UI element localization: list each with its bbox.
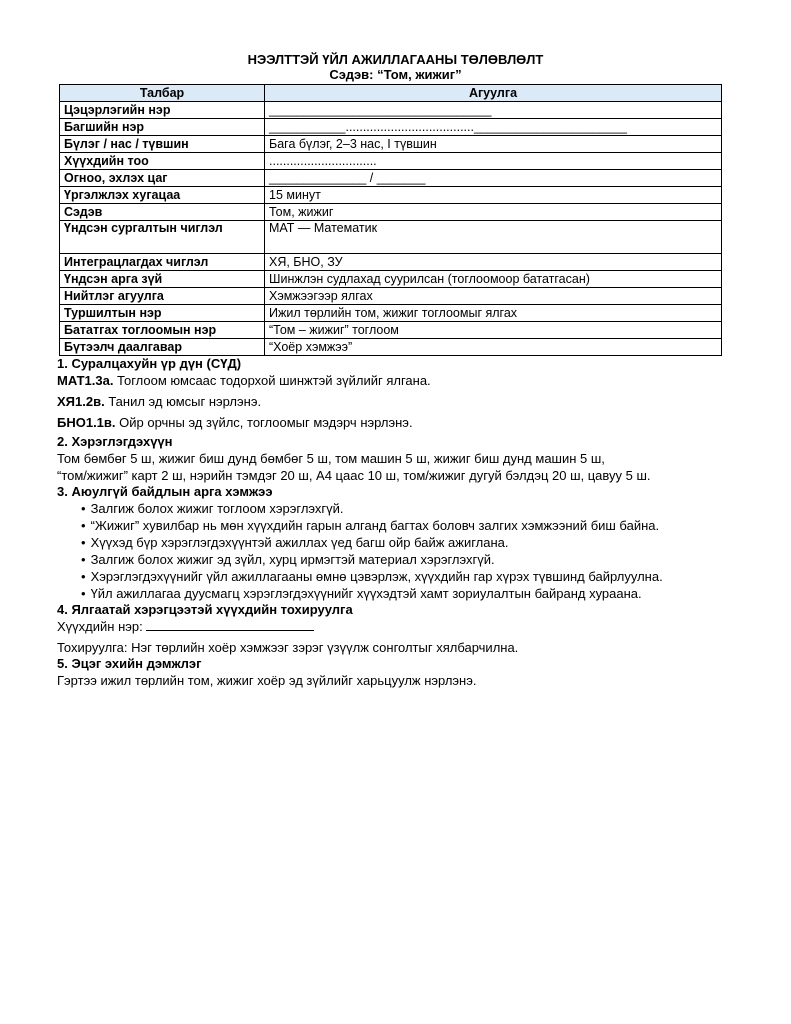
table-row (60, 288, 722, 305)
table-row (60, 119, 722, 136)
table-row (60, 204, 722, 221)
row-label: Бататгах тоглоомын нэр (60, 322, 265, 339)
row-label: Үргэлжлэх хугацаа (60, 187, 265, 204)
row-value: “Хоёр хэмжээ” (265, 339, 722, 356)
outcome-text: Тоглоом юмсаас тодорхой шинжтэй зүйлийг ялгана. (113, 373, 431, 388)
section-1-heading: 1. Суралцахуйн үр дүн (СҮД) (57, 356, 242, 371)
row-label: Хүүхдийн тоо (60, 153, 265, 170)
row-value: Бага бүлэг, 2–3 нас, I түвшин (265, 136, 722, 153)
row-value: ХЯ, БНО, ЗУ (265, 254, 722, 271)
row-label: Үндсэн сургалтын чиглэл (60, 221, 265, 254)
section-5-heading: 5. Эцэг эхийн дэмжлэг (57, 656, 202, 671)
plan-table (59, 84, 722, 356)
list-item: • Залгиж болох жижиг эд зүйл, хурц ирмэгтэй материал хэрэглэхгүй. (81, 551, 734, 568)
table-row (60, 339, 722, 356)
row-value: Хэмжээгээр ялгах (265, 288, 722, 305)
list-item: • Хүүхэд бүр хэрэглэгдэхүүнтэй ажиллах үед багш ойр байж ажиглана. (81, 534, 734, 551)
child-name-line (57, 618, 734, 635)
child-name-blank (146, 618, 314, 631)
row-label: Бүтээлч даалгавар (60, 339, 265, 356)
table-row (60, 187, 722, 204)
row-label: Сэдэв (60, 204, 265, 221)
row-label: Нийтлэг агуулга (60, 288, 265, 305)
row-value: ________________________________ (265, 102, 722, 119)
list-item: • Залгиж болох жижиг тоглоом хэрэглэхгүй. (81, 500, 734, 517)
outcome-item (57, 393, 734, 410)
outcome-item (57, 414, 734, 431)
row-value: Шинжлэн судлахад суурилсан (тоглоомоор бататгасан) (265, 271, 722, 288)
table-row (60, 136, 722, 153)
row-value: “Том – жижиг” тоглоом (265, 322, 722, 339)
row-label: Интеграцлагдах чиглэл (60, 254, 265, 271)
list-item: • Үйл ажиллагаа дуусмагц хэрэглэгдэхүүнийг хүүхэдтэй хамт зориулалтын байранд хураана. (81, 585, 734, 602)
table-row (60, 271, 722, 288)
outcome-item (57, 372, 734, 389)
materials-line: “том/жижиг” карт 2 ш, нэрийн тэмдэг 20 ш, А4 цаас 10 ш, том/жижиг дугуй бэлдэц 20 ш, цавуу 5 ш. (57, 468, 651, 483)
row-label: Туршилтын нэр (60, 305, 265, 322)
row-value: Том, жижиг (265, 204, 722, 221)
table-row (60, 102, 722, 119)
section-2-heading: 2. Хэрэглэгдэхүүн (57, 434, 173, 449)
row-label: Багшийн нэр (60, 119, 265, 136)
table-row (60, 322, 722, 339)
row-value: МАТ — Математик (265, 221, 722, 254)
document-page (57, 52, 734, 689)
outcome-text: Танил эд юмсыг нэрлэнэ. (104, 394, 262, 409)
outcome-code: МАТ1.3а. (57, 373, 114, 388)
row-label: Огноо, эхлэх цаг (60, 170, 265, 187)
list-item: • “Жижиг” хувилбар нь мөн хүүхдийн гарын алганд багтах боловч залгих хэмжээний биш байна. (81, 517, 734, 534)
materials-line: Том бөмбөг 5 ш, жижиг биш дунд бөмбөг 5 ш, том машин 5 ш, жижиг биш дунд машин 5 ш, (57, 451, 605, 466)
table-row (60, 221, 722, 254)
row-value: ______________ / _______ (265, 170, 722, 187)
row-value: 15 минут (265, 187, 722, 204)
outcome-code: БНО1.1в. (57, 415, 116, 430)
outcome-text: Ойр орчны эд зүйлс, тоглоомыг мэдэрч нэрлэнэ. (115, 415, 413, 430)
header-content: Агуулга (265, 85, 722, 102)
table-row (60, 254, 722, 271)
safety-list (57, 500, 734, 602)
row-label: Үндсэн арга зүй (60, 271, 265, 288)
row-value: ............................... (265, 153, 722, 170)
section-4-heading: 4. Ялгаатай хэрэгцээтэй хүүхдийн тохируулга (57, 602, 353, 617)
row-value: Ижил төрлийн том, жижиг тоглоомыг ялгах (265, 305, 722, 322)
header-field: Талбар (60, 85, 265, 102)
row-value: ___________.....................................______________________ (265, 119, 722, 136)
section-3-heading: 3. Аюулгүй байдлын арга хэмжээ (57, 484, 273, 499)
row-label: Цэцэрлэгийн нэр (60, 102, 265, 119)
parent-support-text: Гэртээ ижил төрлийн том, жижиг хоёр эд зүйлийг харьцуулж нэрлэнэ. (57, 673, 477, 688)
row-label: Бүлэг / нас / түвшин (60, 136, 265, 153)
adjustment-text: Тохируулга: Нэг төрлийн хоёр хэмжээг зэрэг үзүүлж сонголтыг хялбарчилна. (57, 640, 519, 655)
table-row (60, 305, 722, 322)
table-header-row (60, 85, 722, 102)
outcome-code: ХЯ1.2в. (57, 394, 105, 409)
document-subtitle: Сэдэв: “Том, жижиг” (329, 67, 462, 82)
document-title: НЭЭЛТТЭЙ ҮЙЛ АЖИЛЛАГААНЫ ТӨЛӨВЛӨЛТ (247, 52, 544, 67)
child-name-label: Хүүхдийн нэр: (57, 619, 147, 634)
table-row (60, 170, 722, 187)
list-item: • Хэрэглэгдэхүүнийг үйл ажиллагааны өмнө цэвэрлэж, хүүхдийн гар хүрэх түвшинд байрлуулна. (81, 568, 734, 585)
table-row (60, 153, 722, 170)
